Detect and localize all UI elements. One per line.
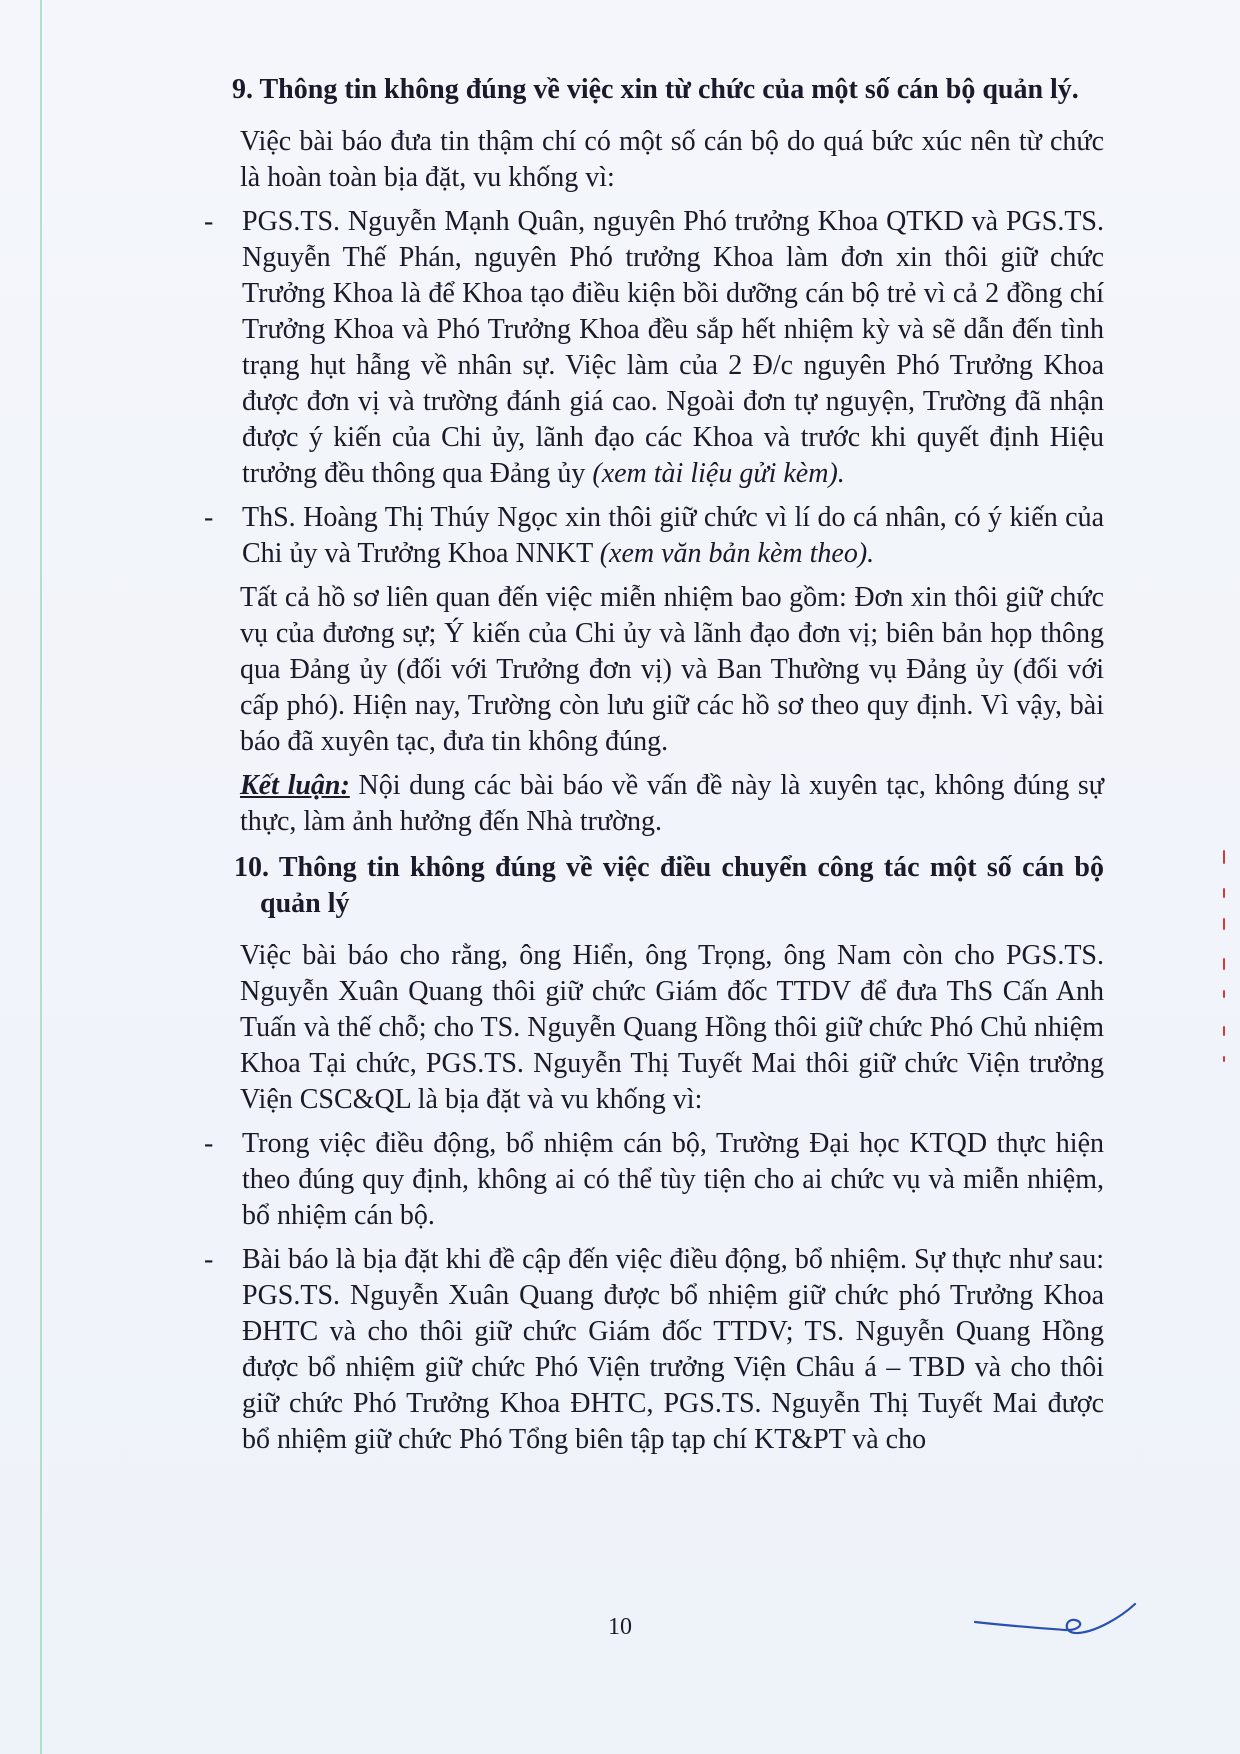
bullet-dash: - <box>204 502 214 533</box>
section-9-bullet-2 <box>204 500 1104 572</box>
margin-marks <box>1221 850 1229 1070</box>
section-9-bullet-1 <box>204 204 1104 492</box>
section-9-records: Tất cả hồ sơ liên quan đến việc miễn nhiệm bao gồm: Đơn xin thôi giữ chức vụ của đương sự; Ý kiến của Chi ủy và lãnh đạo đơn vị; biên bản họp thông qua Đảng ủy (đối với Trưởng đơn vị) và Ban Thường vụ Đảng ủy (đối với cấp phó). Hiện nay, Trường còn lưu giữ các hồ sơ theo quy định. Vì vậy, bài báo đã xuyên tạc, đưa tin không đúng. <box>240 582 1104 757</box>
bullet-text: ThS. Hoàng Thị Thúy Ngọc xin thôi giữ chức vì lí do cá nhân, có ý kiến của Chi ủy và Trưởng Khoa NNKT <box>242 502 1104 569</box>
bullet-dash: - <box>204 206 214 237</box>
document-body <box>204 72 1104 1466</box>
section-9-intro <box>232 124 1104 196</box>
bullet-text: Trong việc điều động, bổ nhiệm cán bộ, Trường Đại học KTQD thực hiện theo đúng quy định, không ai có thể tùy tiện cho ai chức vụ và miễn nhiệm, bổ nhiệm cán bộ. <box>242 1128 1104 1231</box>
bullet-dash: - <box>204 1128 214 1159</box>
conclusion-label: Kết luận: <box>240 770 350 801</box>
bullet-note: (xem tài liệu gửi kèm). <box>592 458 845 489</box>
section-9-intro-text: Việc bài báo đưa tin thậm chí có một số cán bộ do quá bức xúc nên từ chức là hoàn toàn bịa đặt, vu khống vì: <box>240 126 1104 193</box>
section-9-heading: 9. Thông tin không đúng về việc xin từ chức của một số cán bộ quản lý. <box>232 74 1079 105</box>
signature-mark-icon <box>970 1600 1140 1650</box>
section-10-heading: 10. Thông tin không đúng về việc điều chuyển công tác một số cán bộ quản lý <box>234 852 1104 919</box>
section-9-conclusion <box>232 768 1104 840</box>
conclusion-text: Nội dung các bài báo về vấn đề này là xuyên tạc, không đúng sự thực, làm ảnh hưởng đến Nhà trường. <box>240 770 1104 837</box>
bullet-note: (xem văn bản kèm theo). <box>599 538 875 569</box>
section-10-bullet-2 <box>204 1242 1104 1458</box>
bullet-dash: - <box>204 1244 214 1275</box>
bullet-text: Bài báo là bịa đặt khi đề cập đến việc điều động, bổ nhiệm. Sự thực như sau: PGS.TS. Nguyễn Xuân Quang được bổ nhiệm giữ chức phó Trưởng Khoa ĐHTC và cho thôi giữ chức Giám đốc TTDV; TS. Nguyễn Quang Hồng được bổ nhiệm giữ chức Phó Viện trưởng Viện Châu á – TBD và cho thôi giữ chức Phó Trưởng Khoa ĐHTC, PGS.TS. Nguyễn Thị Tuyết Mai được bổ nhiệm giữ chức Phó Tổng biên tập tạp chí KT&PT và cho <box>242 1244 1104 1455</box>
binding-line <box>40 0 42 1754</box>
section-10-intro: Việc bài báo cho rằng, ông Hiển, ông Trọng, ông Nam còn cho PGS.TS. Nguyễn Xuân Quang thôi giữ chức Giám đốc TTDV để đưa ThS Cấn Anh Tuấn và thế chỗ; cho TS. Nguyễn Quang Hồng thôi giữ chức Phó Chủ nhiệm Khoa Tại chức, PGS.TS. Nguyễn Thị Tuyết Mai thôi giữ chức Viện trưởng Viện CSC&QL là bịa đặt và vu khống vì: <box>240 940 1104 1115</box>
page-number: 10 <box>608 1614 632 1640</box>
bullet-text: PGS.TS. Nguyễn Mạnh Quân, nguyên Phó trưởng Khoa QTKD và PGS.TS. Nguyễn Thế Phán, nguyên Phó trưởng Khoa làm đơn xin thôi giữ chức Trưởng Khoa là để Khoa tạo điều kiện bồi dưỡng cán bộ trẻ vì cả 2 đồng chí Trưởng Khoa và Phó Trưởng Khoa đều sắp hết nhiệm kỳ và sẽ dẫn đến tình trạng hụt hẫng về nhân sự. Việc làm của 2 Đ/c nguyên Phó Trưởng Khoa được đơn vị và trường đánh giá cao. Ngoài đơn tự nguyện, Trường đã nhận được ý kiến của Chi ủy, lãnh đạo các Khoa và trước khi quyết định Hiệu trưởng đều thông qua Đảng ủy <box>242 206 1104 489</box>
section-10-bullet-1 <box>204 1126 1104 1234</box>
